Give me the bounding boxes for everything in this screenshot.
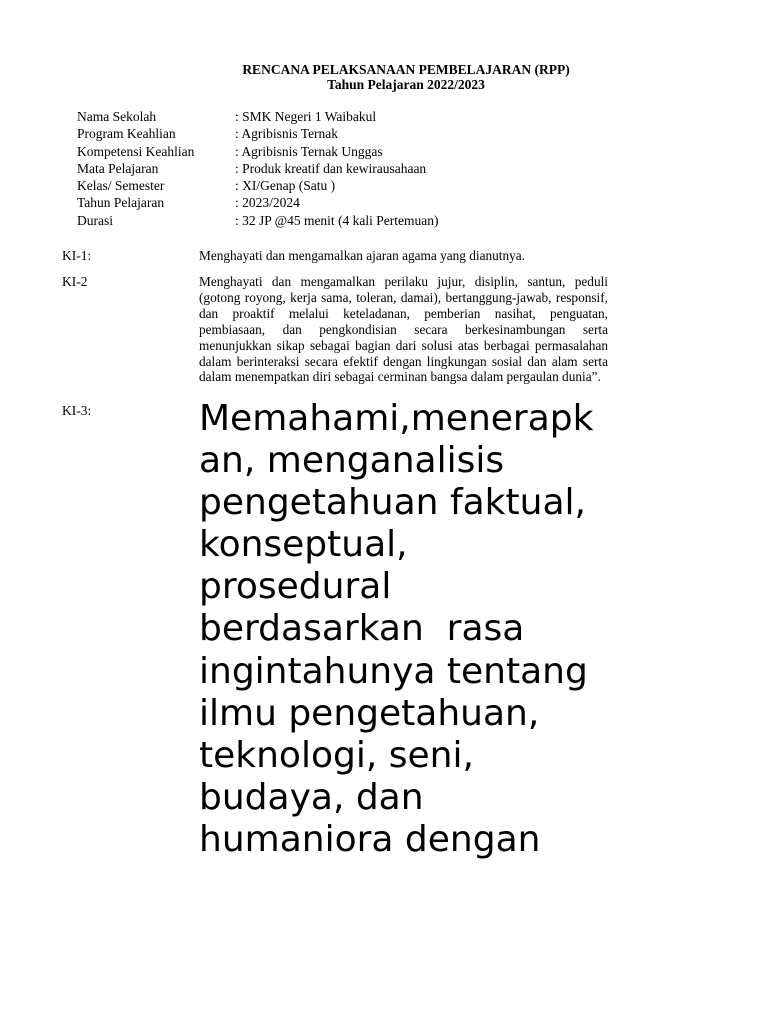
identity-label: Durasi bbox=[77, 212, 113, 228]
academic-year-subtitle: Tahun Pelajaran 2022/2023 bbox=[327, 77, 485, 92]
identity-value: : Agribisnis Ternak Unggas bbox=[235, 143, 383, 159]
ki2-text: Menghayati dan mengamalkan perilaku jujur, disiplin, santun, peduli (gotong royong, kerja sama, toleran, damai), bertanggung-jawab, responsif, dan proaktif melalui keteladanan, pemberian nasihat, penguatan, pembiasaan, dan pengkondisian secara berkesinambungan serta menunjukkan sikap sebagai bagian dari solusi atas berbagai permasalahan dalam berinteraksi secara efektif dengan lingkungan sosial dan alam serta dalam menempatkan diri sebagai cerminan bangsa dalam pergaulan dunia”. bbox=[199, 274, 608, 385]
identity-row bbox=[77, 108, 439, 125]
identity-row bbox=[77, 177, 439, 194]
ki2-label: KI-2 bbox=[62, 274, 88, 289]
identity-label: Kompetensi Keahlian bbox=[77, 143, 195, 159]
identity-label: Tahun Pelajaran bbox=[77, 195, 165, 211]
identity-row bbox=[77, 160, 439, 177]
identity-table bbox=[77, 108, 439, 229]
ki3-text: Memahami,menerapkan, menganalisis pengetahuan faktual, konseptual, prosedural berdasarkan rasa ingintahunya tentang ilmu pengetahuan, teknologi, seni, budaya, dan humaniora dengan bbox=[199, 398, 611, 860]
ki3-label: KI-3: bbox=[62, 403, 92, 418]
ki1-text: Menghayati dan mengamalkan ajaran agama yang dianutnya. bbox=[199, 248, 526, 263]
identity-value: : SMK Negeri 1 Waibakul bbox=[235, 109, 377, 124]
ki1-label: KI-1: bbox=[62, 248, 92, 263]
document-header bbox=[0, 62, 768, 92]
identity-value: : XI/Genap (Satu ) bbox=[235, 178, 336, 194]
identity-row bbox=[77, 143, 439, 160]
identity-value: : 2023/2024 bbox=[235, 195, 300, 211]
identity-row bbox=[77, 212, 439, 229]
identity-label: Mata Pelajaran bbox=[77, 160, 159, 176]
document-title: RENCANA PELAKSANAAN PEMBELAJARAN (RPP) bbox=[242, 62, 570, 77]
identity-value: : Produk kreatif dan kewirausahaan bbox=[235, 160, 427, 176]
identity-value: : 32 JP @45 menit (4 kali Pertemuan) bbox=[235, 212, 439, 228]
identity-label: Kelas/ Semester bbox=[77, 178, 165, 194]
identity-row bbox=[77, 125, 439, 142]
identity-label: Nama Sekolah bbox=[77, 109, 157, 124]
identity-value: : Agribisnis Ternak bbox=[235, 126, 339, 142]
identity-row bbox=[77, 194, 439, 211]
identity-label: Program Keahlian bbox=[77, 126, 176, 142]
